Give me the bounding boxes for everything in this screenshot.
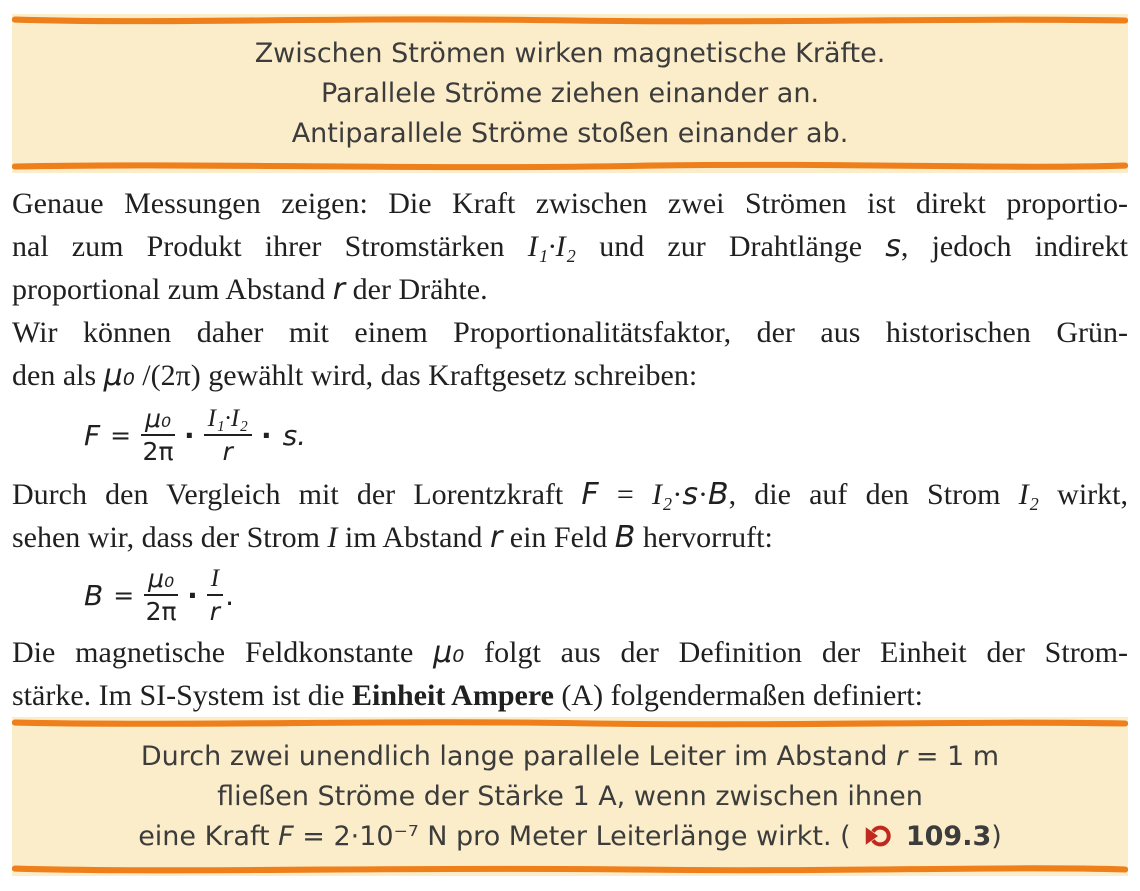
text-run: (A) folgendermaßen definiert: xyxy=(553,679,923,712)
wavy-border-icon xyxy=(12,160,1128,173)
text-run: sehen wir, dass der Strom xyxy=(12,521,328,554)
formula-lhs: B xyxy=(84,578,104,612)
wavy-border-icon xyxy=(12,14,1128,27)
multiplication-dot: · xyxy=(187,578,198,612)
text-run: = xyxy=(598,478,652,511)
text-run: 109.3 xyxy=(905,821,992,852)
text-line xyxy=(12,182,1128,225)
formula-field-law xyxy=(12,559,1128,631)
text-run: ) xyxy=(991,821,1002,852)
text-run: Durch den Vergleich mit der Lorentzkraft xyxy=(12,478,582,511)
text-run: , jedoch indirekt xyxy=(900,230,1129,263)
merksatz-box-bottom-text xyxy=(12,730,1128,863)
text-run: I₂ xyxy=(651,478,673,511)
text-line xyxy=(12,516,1128,559)
merksatz-box-top xyxy=(12,14,1128,173)
current-over-r-fraction: $\frac{I}{r}$ xyxy=(207,564,223,626)
text-run: nal zum Produkt ihrer Stromstärken xyxy=(12,230,528,263)
wavy-border-icon xyxy=(12,863,1128,876)
text-line xyxy=(12,268,1128,311)
text-run: eine Kraft xyxy=(138,821,279,852)
multiplication-dot: · xyxy=(260,418,272,452)
text-run: /(2π) gewählt wird, das Kraftgesetz schreiben: xyxy=(134,359,698,392)
text-line xyxy=(12,473,1128,516)
paragraph-ampere-definition-intro xyxy=(12,631,1128,717)
text-run: r xyxy=(896,741,908,772)
text-run: I₂ xyxy=(1018,478,1039,511)
text-run: Parallele Ströme ziehen einander an. xyxy=(320,78,820,109)
text-run: wirkt, xyxy=(1039,478,1128,511)
paragraph-proportionality-factor xyxy=(12,311,1128,397)
text-run: und zur Drahtlänge xyxy=(576,230,886,263)
text-run: fließen Ströme der Stärke 1 A, wenn zwischen ihnen xyxy=(217,781,923,812)
text-run: Zwischen Strömen wirken magnetische Kräfte. xyxy=(254,38,886,69)
text-run: B xyxy=(614,520,636,555)
equals-sign: = xyxy=(110,420,132,450)
text-line xyxy=(36,817,1104,857)
text-run: , die auf den Strom xyxy=(728,478,1019,511)
text-run: F xyxy=(581,477,599,512)
formula-rhs: s. xyxy=(282,418,307,452)
text-run: r xyxy=(489,520,503,555)
text-run: Die magnetische Feldkonstante xyxy=(12,636,434,669)
mu-over-2pi-fraction: $\frac{\text{μ₀}}{2\pi}$ xyxy=(145,564,177,626)
text-run: ein Feld xyxy=(502,521,615,554)
text-run: Genaue Messungen zeigen: Die Kraft zwischen zwei Strömen ist direkt proportio- xyxy=(12,187,1128,220)
text-line xyxy=(36,777,1104,817)
currents-over-r-fraction: $\frac{\text{I₁·I₂}}{r}$ xyxy=(204,404,252,466)
text-run: = 2·10⁻⁷ N pro Meter Leiterlänge wirkt. ( xyxy=(293,821,851,852)
text-line xyxy=(36,114,1104,154)
paragraph-lorentz-comparison xyxy=(12,473,1128,559)
text-run: · xyxy=(698,478,708,511)
text-line xyxy=(12,311,1128,354)
body-text xyxy=(12,182,1128,717)
text-run: I xyxy=(327,521,338,554)
text-run: F xyxy=(278,821,294,852)
formula-lhs: F xyxy=(84,418,101,452)
multiplication-dot: · xyxy=(184,418,195,452)
text-line xyxy=(36,737,1104,777)
text-line xyxy=(12,631,1128,674)
wavy-border-icon xyxy=(12,717,1128,730)
text-line xyxy=(12,674,1128,717)
text-run: Wir können daher mit einem Proportionalitätsfaktor, der aus historischen Grün- xyxy=(12,316,1128,349)
formula-period: . xyxy=(225,578,234,612)
formula-force-law xyxy=(12,397,1128,473)
text-line xyxy=(36,34,1104,74)
text-run: hervorruft: xyxy=(635,521,773,554)
text-run: Einheit Ampere xyxy=(351,679,554,712)
text-run: B xyxy=(708,477,729,512)
text-run: Durch zwei unendlich lange parallele Leiter im Abstand xyxy=(140,741,897,772)
merksatz-box-bottom xyxy=(12,717,1128,876)
text-run: · xyxy=(672,478,683,511)
text-run: s xyxy=(885,229,901,264)
text-line xyxy=(12,225,1128,268)
text-run: stärke. Im SI-System ist die xyxy=(12,679,352,712)
text-run: im Abstand xyxy=(337,521,490,554)
merksatz-box-top-text xyxy=(12,27,1128,160)
text-run: μ₀ xyxy=(433,635,465,670)
text-run: r xyxy=(332,272,346,307)
text-line xyxy=(36,74,1104,114)
circular-arrow-icon xyxy=(864,822,892,850)
equals-sign: = xyxy=(113,580,135,610)
text-run: proportional zum Abstand xyxy=(12,273,333,306)
paragraph-force-observation xyxy=(12,182,1128,311)
text-run: I₁·I₂ xyxy=(527,230,577,263)
text-run: μ₀ xyxy=(103,358,135,393)
text-run: folgt aus der Definition der Einheit der Strom- xyxy=(464,636,1129,669)
text-run: der Drähte. xyxy=(345,273,488,306)
text-run: = 1 m xyxy=(907,741,1000,772)
text-run: s xyxy=(682,477,698,512)
mu-over-2pi-fraction: $\frac{\text{μ₀}}{2\pi}$ xyxy=(142,404,174,466)
text-run: Antiparallele Ströme stoßen einander ab. xyxy=(291,118,849,149)
text-line xyxy=(12,354,1128,397)
text-run: den als xyxy=(12,359,104,392)
